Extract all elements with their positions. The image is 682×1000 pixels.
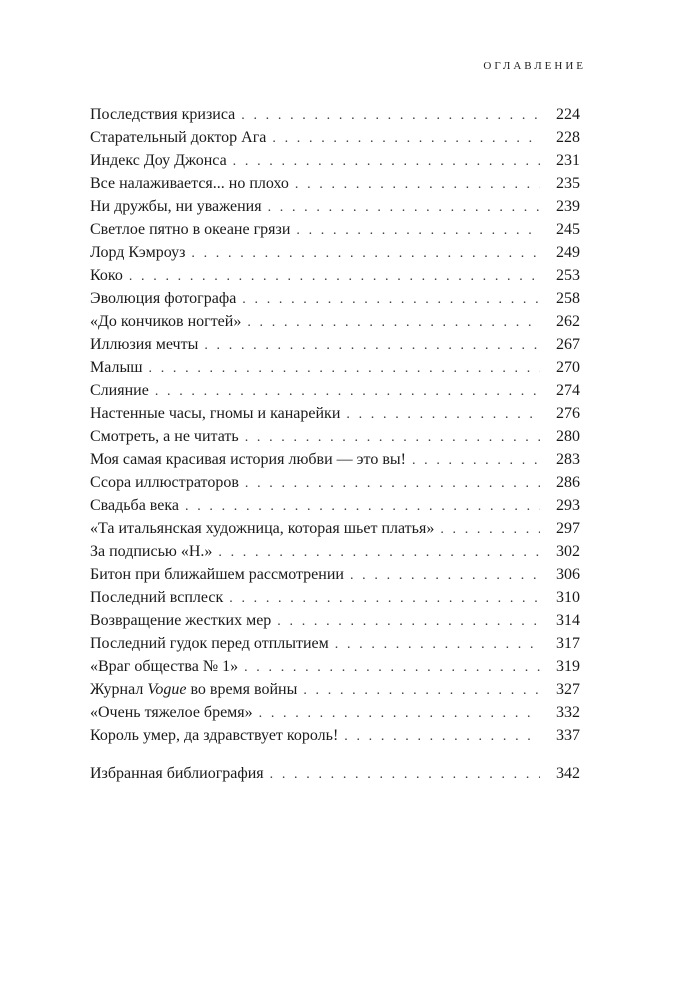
toc-entry-title: Последствия кризиса <box>90 106 236 123</box>
toc-entry-title: Избранная библиография <box>90 765 264 782</box>
toc-entry-page: 297 <box>556 520 580 537</box>
toc-entry <box>90 494 580 517</box>
toc-entry-title: Индекс Доу Джонса <box>90 152 227 169</box>
toc-entry-page: 302 <box>556 543 580 560</box>
dot-leader <box>233 150 540 173</box>
toc-entry-page: 228 <box>556 129 580 146</box>
dot-leader <box>296 219 540 242</box>
toc-entry <box>90 241 580 264</box>
toc-entry-page: 274 <box>556 382 580 399</box>
dot-leader <box>241 104 540 127</box>
dot-leader <box>245 472 540 495</box>
toc-entry <box>90 264 580 287</box>
toc-entry-title: Светлое пятно в океане грязи <box>90 221 291 238</box>
dot-leader <box>155 380 540 403</box>
dot-leader <box>277 610 540 633</box>
toc-entry-page: 267 <box>556 336 580 353</box>
toc-entry <box>90 172 580 195</box>
toc-entry <box>90 149 580 172</box>
toc-entry-page: 253 <box>556 267 580 284</box>
toc-entry-title: Коко <box>90 267 123 284</box>
toc-entry-page: 337 <box>556 727 580 744</box>
toc-entry-page: 327 <box>556 681 580 698</box>
toc-entry <box>90 103 580 126</box>
toc-entry-title <box>90 678 303 701</box>
toc-entry <box>90 655 580 678</box>
toc-entry-page: 224 <box>556 106 580 123</box>
toc-entry <box>90 333 580 356</box>
toc-entry-bibliography <box>90 762 580 785</box>
toc-entry-title: Моя самая красивая история любви — это вы! <box>90 451 406 468</box>
toc-entry <box>90 563 580 586</box>
toc-entry <box>90 287 580 310</box>
dot-leader <box>346 403 540 426</box>
toc-entry-title: Все налаживается... но плохо <box>90 175 289 192</box>
dot-leader <box>350 564 540 587</box>
dot-leader <box>229 587 540 610</box>
toc-entry-title: Малыш <box>90 359 143 376</box>
toc-entry-page: 270 <box>556 359 580 376</box>
dot-leader <box>218 541 540 564</box>
toc-entry-title: Битон при ближайшем рассмотрении <box>90 566 344 583</box>
toc-entry-page: 280 <box>556 428 580 445</box>
toc-entry-page: 258 <box>556 290 580 307</box>
running-head-title: ОГЛАВЛЕНИЕ <box>483 60 586 72</box>
toc-entry-page: 319 <box>556 658 580 675</box>
toc-entry-title: Иллюзия мечты <box>90 336 199 353</box>
toc-entry-page: 283 <box>556 451 580 468</box>
toc-entry-page: 245 <box>556 221 580 238</box>
toc-entry-page: 314 <box>556 612 580 629</box>
toc-entry-page: 306 <box>556 566 580 583</box>
dot-leader <box>335 633 540 656</box>
dot-leader <box>295 173 540 196</box>
dot-leader <box>204 334 540 357</box>
toc-entry-page: 293 <box>556 497 580 514</box>
dot-leader <box>245 426 540 449</box>
toc-entry-title: Старательный доктор Ага <box>90 129 267 146</box>
toc-entry <box>90 126 580 149</box>
toc-entry-page: 317 <box>556 635 580 652</box>
dot-leader <box>412 449 540 472</box>
toc-entry-title-prefix: Журнал <box>90 681 148 698</box>
toc-entry <box>90 402 580 425</box>
dot-leader <box>270 763 540 786</box>
toc-entry-title: «Очень тяжелое бремя» <box>90 704 253 721</box>
toc-entry-page: 276 <box>556 405 580 422</box>
toc-entry <box>90 471 580 494</box>
toc-entry-title: Ссора иллюстраторов <box>90 474 239 491</box>
toc-entry-title: «До кончиков ногтей» <box>90 313 242 330</box>
toc-entry-title: Король умер, да здравствует король! <box>90 727 339 744</box>
toc-entry <box>90 448 580 471</box>
toc-entry <box>90 609 580 632</box>
toc-entry-page: 239 <box>556 198 580 215</box>
toc-entry <box>90 379 580 402</box>
toc-entry <box>90 218 580 241</box>
dot-leader <box>247 311 540 334</box>
dot-leader <box>129 265 540 288</box>
toc-entry-page: 342 <box>556 765 580 782</box>
table-of-contents <box>90 103 580 785</box>
toc-entry-page: 231 <box>556 152 580 169</box>
toc-entry <box>90 425 580 448</box>
dot-leader <box>242 288 540 311</box>
toc-entry <box>90 724 580 747</box>
dot-leader <box>440 518 540 541</box>
dot-leader <box>272 127 540 150</box>
toc-entry-title: «Та итальянская художница, которая шьет платья» <box>90 520 435 537</box>
toc-entry <box>90 356 580 379</box>
dot-leader <box>303 679 540 702</box>
toc-entry <box>90 678 580 701</box>
toc-entry-page: 286 <box>556 474 580 491</box>
toc-entry-title: «Враг общества № 1» <box>90 658 239 675</box>
toc-entry-title: Эволюция фотографа <box>90 290 237 307</box>
toc-entry-title: Свадьба века <box>90 497 179 514</box>
toc-entry-page: 262 <box>556 313 580 330</box>
toc-entry-title-italic: Vogue <box>147 681 187 698</box>
toc-entry-title: Возвращение жестких мер <box>90 612 272 629</box>
dot-leader <box>344 725 540 748</box>
toc-entry-title: Последний всплеск <box>90 589 224 606</box>
toc-entry-page: 249 <box>556 244 580 261</box>
dot-leader <box>244 656 540 679</box>
toc-entry-page: 332 <box>556 704 580 721</box>
toc-entry <box>90 632 580 655</box>
section-spacer <box>90 747 580 762</box>
toc-entry <box>90 586 580 609</box>
toc-entry-title: Ни дружбы, ни уважения <box>90 198 262 215</box>
dot-leader <box>149 357 540 380</box>
toc-entry-title: За подписью «Н.» <box>90 543 213 560</box>
toc-entry-title: Лорд Кэмроуз <box>90 244 186 261</box>
toc-entry-page: 235 <box>556 175 580 192</box>
toc-entry-title: Последний гудок перед отплытием <box>90 635 329 652</box>
toc-entry-title: Смотреть, а не читать <box>90 428 239 445</box>
toc-entry <box>90 310 580 333</box>
dot-leader <box>259 702 540 725</box>
toc-entry-title: Слияние <box>90 382 149 399</box>
toc-entry <box>90 195 580 218</box>
toc-entry <box>90 517 580 540</box>
dot-leader <box>191 242 540 265</box>
dot-leader <box>185 495 540 518</box>
toc-entry <box>90 540 580 563</box>
toc-entry-title: Настенные часы, гномы и канарейки <box>90 405 341 422</box>
toc-entry-page: 310 <box>556 589 580 606</box>
toc-entry <box>90 701 580 724</box>
dot-leader <box>268 196 540 219</box>
toc-entry-title-suffix: во время войны <box>186 681 298 698</box>
